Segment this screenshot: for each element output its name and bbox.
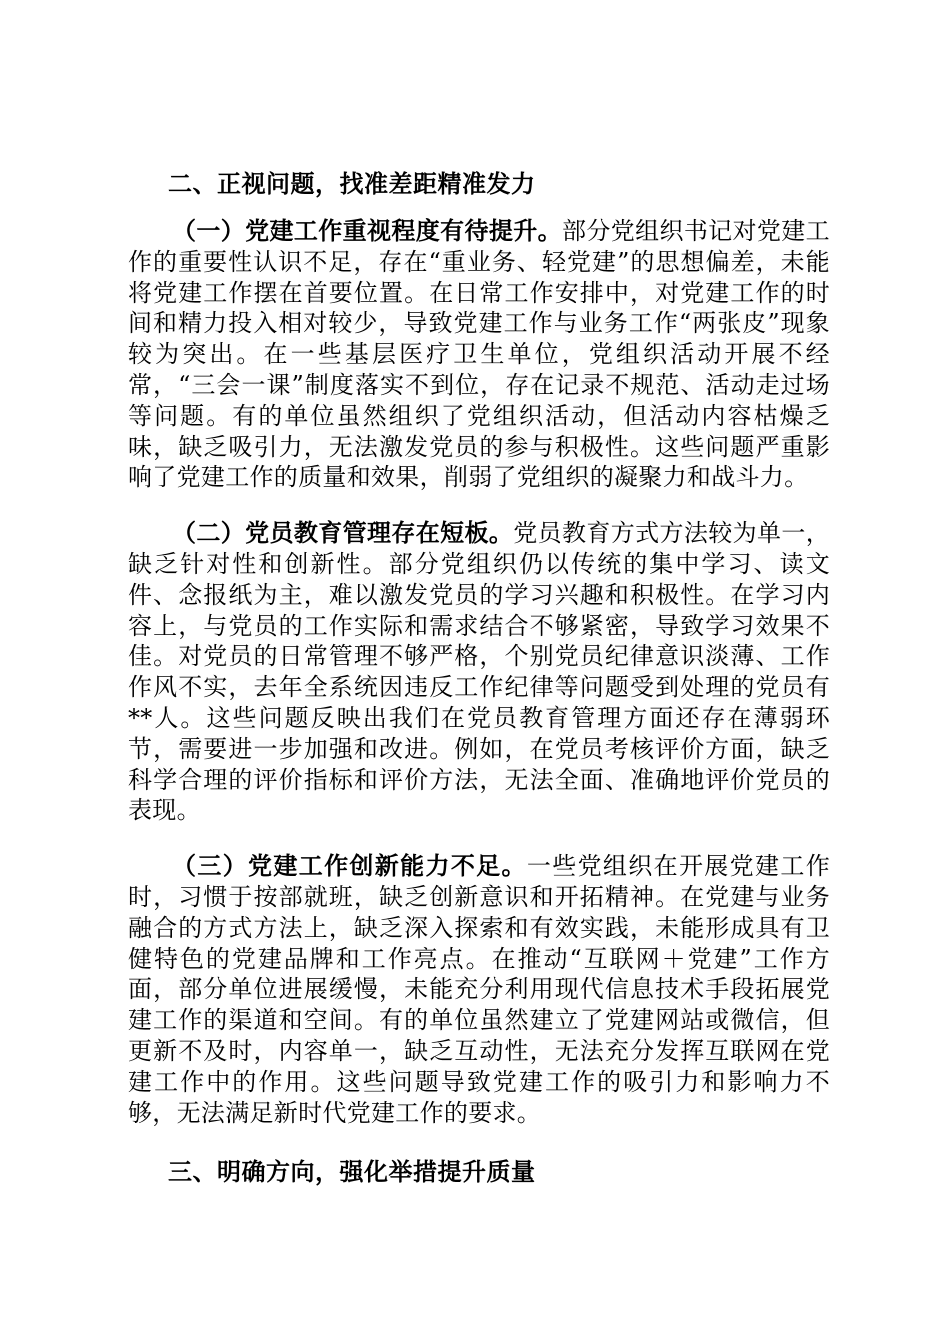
- paragraph-body: 党员教育方式方法较为单一，缺乏针对性和创新性。部分党组织仍以传统的集中学习、读文件、念报纸为主，难以激发党员的学习兴趣和积极性。在学习内容上，与党员的工作实际和需求结合不够紧密，导致学习效果不佳。对党员的日常管理不够严格，个别党员纪律意识淡薄、工作作风不实，去年全系统因违反工作纪律等问题受到处理的党员有**人。这些问题反映出我们在党员教育管理方面还存在薄弱环节，需要进一步加强和改进。例如，在党员考核评价方面，缺乏科学合理的评价指标和评价方法，无法全面、准确地评价党员的表现。: [128, 519, 830, 825]
- section-heading-3: 三、明确方向，强化举措提升质量: [168, 1157, 536, 1187]
- paragraph-member-education: [128, 518, 830, 826]
- paragraph-lead: （二）党员教育管理存在短板。: [172, 518, 514, 548]
- document-page: [128, 165, 830, 1191]
- section-heading-2: 二、正视问题，找准差距精准发力: [168, 169, 536, 198]
- paragraph-innovation-capacity: [128, 851, 830, 1128]
- paragraph-lead: （一）党建工作重视程度有待提升。: [172, 216, 562, 245]
- paragraph-body: 部分党组织书记对党建工作的重要性认识不足，存在“重业务、轻党建”的思想偏差，未能将党建工作摆在首要位置。在日常工作安排中，对党建工作的时间和精力投入相对较少，导致党建工作与业务工作“两张皮”现象较为突出。在一些基层医疗卫生单位，党组织活动开展不经常，“三会一课”制度落实不到位，存在记录不规范、活动走过场等问题。有的单位虽然组织了党组织活动，但活动内容枯燥乏味，缺乏吸引力，无法激发党员的参与积极性。这些问题严重影响了党建工作的质量和效果，削弱了党组织的凝聚力和战斗力。: [128, 217, 830, 492]
- paragraph-party-building-attention: [128, 216, 830, 493]
- paragraph-lead: （三）党建工作创新能力不足。: [172, 851, 527, 881]
- paragraph-body: 一些党组织在开展党建工作时，习惯于按部就班，缺乏创新意识和开拓精神。在党建与业务融合的方式方法上，缺乏深入探索和有效实践，未能形成具有卫健特色的党建品牌和工作亮点。在推动“互联网＋党建”工作方面，部分单位进展缓慢，未能充分利用现代信息技术手段拓展党建工作的渠道和空间。有的单位虽然建立了党建网站或微信，但更新不及时，内容单一，缺乏互动性，无法充分发挥互联网在党建工作中的作用。这些问题导致党建工作的吸引力和影响力不够，无法满足新时代党建工作的要求。: [128, 852, 830, 1127]
